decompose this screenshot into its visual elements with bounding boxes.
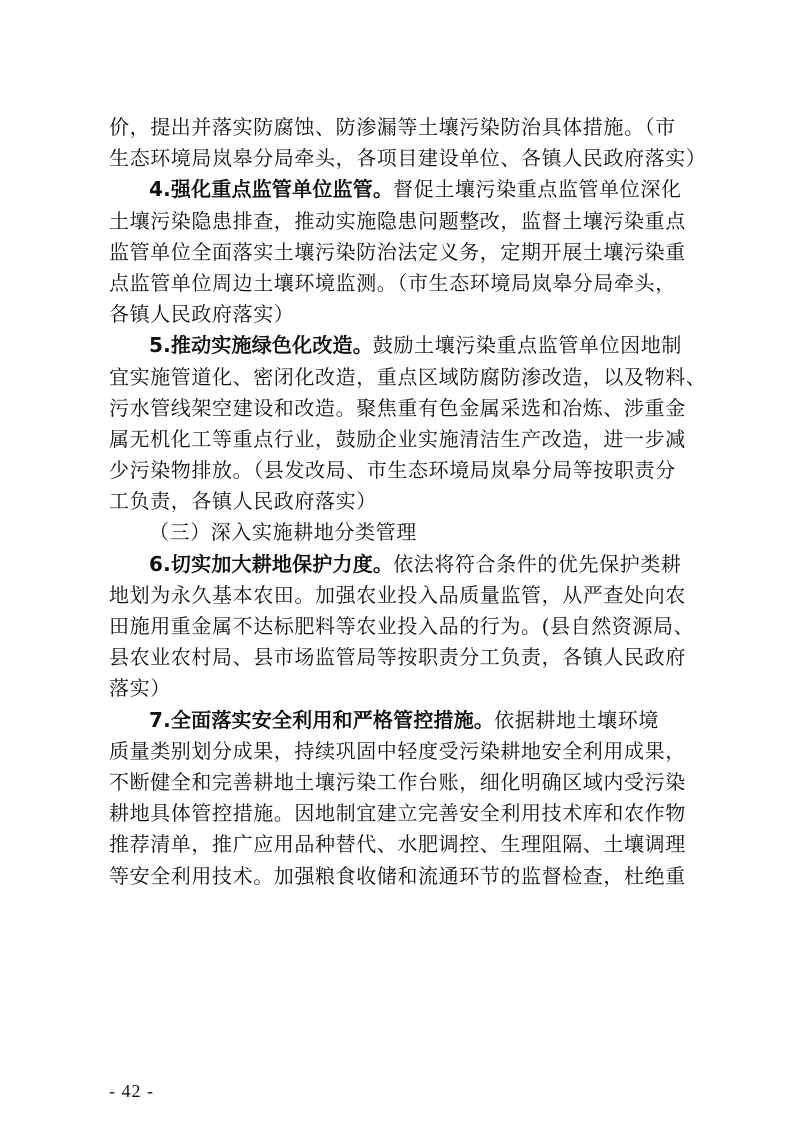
text-line [109,424,699,455]
text-line [109,112,699,143]
text-line [109,174,699,205]
text-line [109,767,699,798]
text-line [109,736,699,767]
text-line [109,143,707,174]
line-text: 少污染物排放。（县发改局、市生态环境局岚皋分局等按职责分 [109,458,676,483]
line-text: 土壤污染隐患排查，推动实施隐患问题整改，监督土壤污染重点 [109,208,686,233]
line-text: 各镇人民政府落实） [109,302,295,327]
line-text: （三）深入实施耕地分类管理 [149,520,417,545]
line-text: 点监管单位周边土壤环境监测。（市生态环境局岚皋分局牵头， [109,270,676,295]
text-line [109,299,699,330]
line-text: 生态环境局岚皋分局牵头，各项目建设单位、各镇人民政府落实） [109,146,707,171]
text-line [109,362,707,393]
text-line [109,611,699,642]
text-line [109,268,699,299]
text-line [109,642,699,673]
line-text: 鼓励土壤污染重点监管单位因地制 [372,333,682,358]
line-text: 监管单位全面落实土壤污染防治法定义务，定期开展土壤污染重 [109,239,686,264]
line-text: 督促土壤污染重点监管单位深化 [393,177,682,202]
line-text: 污水管线架空建设和改造。聚焦重有色金属采选和冶炼、涉重金 [109,395,686,420]
line-text: 不断健全和完善耕地土壤污染工作台账，细化明确区域内受污染 [109,769,686,794]
line-text: 依法将符合条件的优先保护类耕 [393,551,682,576]
section-heading: 4.强化重点监管单位监管。 [149,177,394,202]
text-line [109,829,699,860]
section-heading: 6.切实加大耕地保护力度。 [149,551,394,576]
line-text: 推荐清单，推广应用品种替代、水肥调控、生理阻隔、土壤调理 [109,832,686,857]
text-line [109,486,699,517]
line-text: 价，提出并落实防腐蚀、防渗漏等土壤污染防治具体措施。（市 [109,115,676,139]
line-text: 落实） [109,676,171,701]
section-heading: 5.推动实施绿色化改造。 [149,333,373,358]
text-line [109,517,699,548]
text-line [109,549,699,580]
text-line [109,455,699,486]
line-text: 工负责，各镇人民政府落实） [109,489,377,514]
text-line [109,237,699,268]
line-text: 耕地具体管控措施。因地制宜建立完善安全利用技术库和农作物 [109,801,686,826]
line-text: 地划为永久基本农田。加强农业投入品质量监管，从严查处向农 [109,582,686,607]
body-text [109,112,707,892]
line-text: 田施用重金属不达标肥料等农业投入品的行为。(县自然资源局、 [109,614,695,638]
text-line [109,861,699,892]
line-text: 宜实施管道化、密闭化改造，重点区域防腐防渗改造，以及物料、 [109,364,707,389]
text-line [109,798,699,829]
text-line [109,673,699,704]
page-number: - 42 - [109,1081,154,1101]
line-text: 县农业农村局、县市场监管局等按职责分工负责，各镇人民政府 [109,645,686,670]
line-text: 依据耕地土壤环境 [494,707,659,732]
line-text: 等安全利用技术。加强粮食收储和流通环节的监督检查，杜绝重 [109,863,686,888]
line-text: 质量类别划分成果，持续巩固中轻度受污染耕地安全利用成果， [109,738,686,763]
text-line [109,393,699,424]
line-text: 属无机化工等重点行业，鼓励企业实施清洁生产改造，进一步减 [109,426,686,451]
text-line [109,580,699,611]
text-line [109,206,699,237]
text-line [109,330,699,361]
section-heading: 7.全面落实安全利用和严格管控措施。 [149,707,495,732]
text-line [109,705,699,736]
